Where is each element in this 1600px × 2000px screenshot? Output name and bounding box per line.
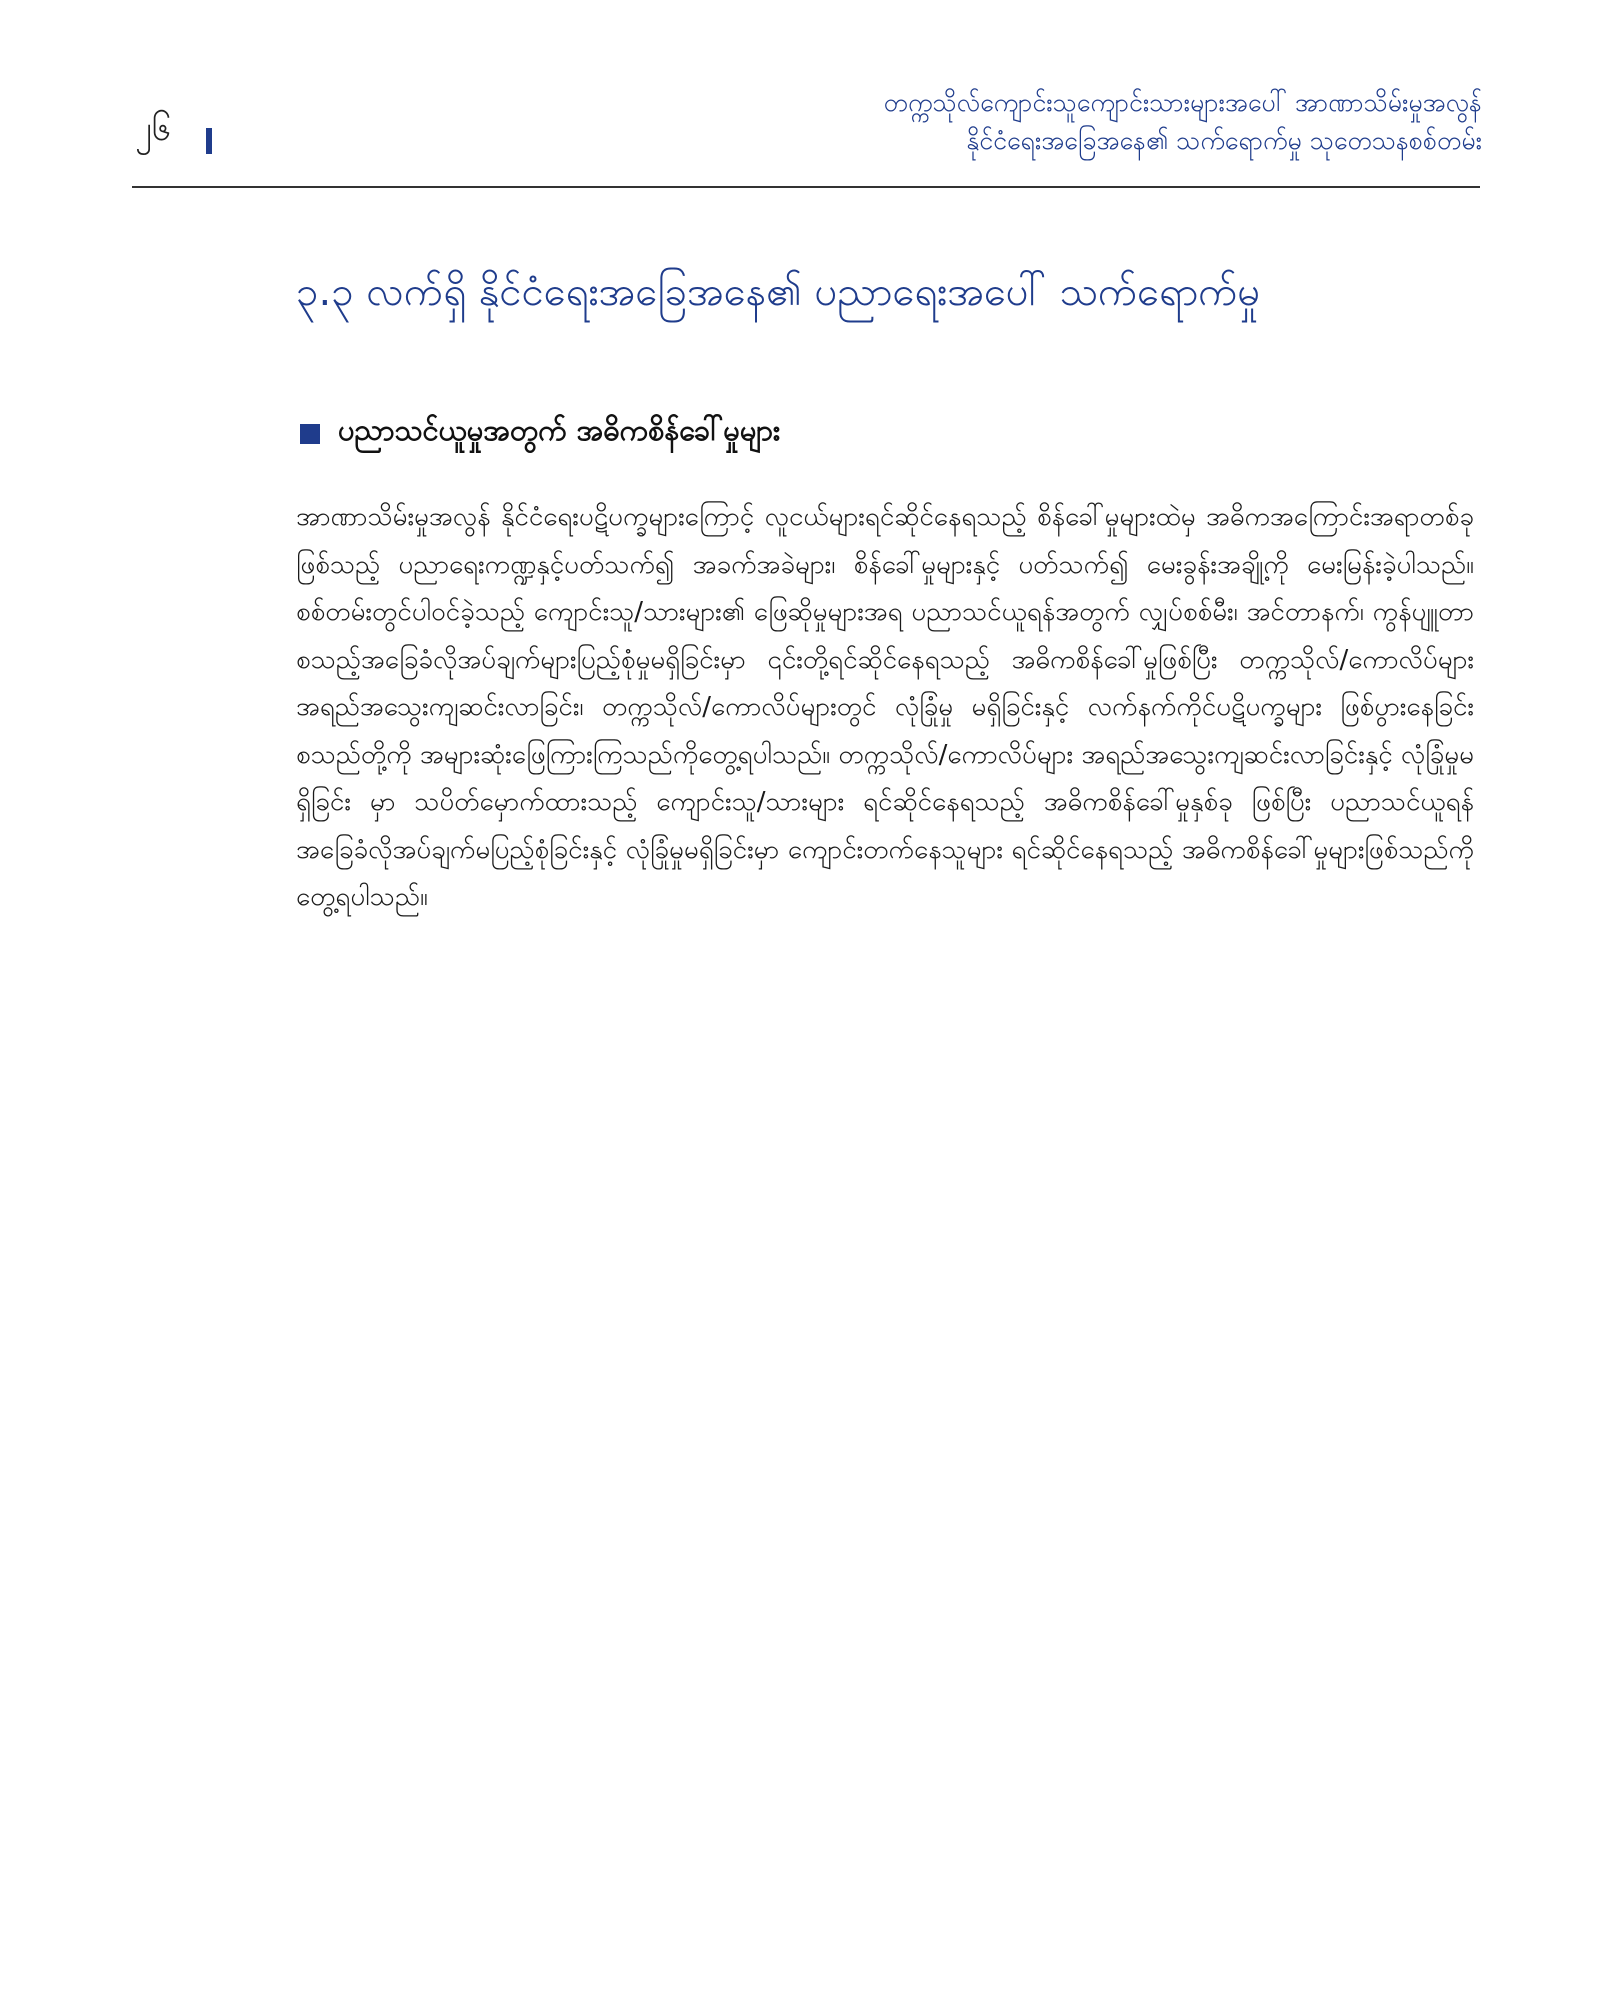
page-number: ၂၆ [135,109,171,149]
header-rule [132,186,1480,188]
square-bullet-icon [300,424,320,444]
subsection-heading [300,412,1450,455]
page-marker [206,128,212,154]
running-header [582,84,1482,160]
running-header-line-1: တက္ကသိုလ်ကျောင်းသူကျောင်းသားများအပေါ် အာဏာသိမ်းမှုအလွန် [883,88,1482,117]
section-title: ၃.၃ လက်ရှိ နိုင်ငံရေးအခြေအနေ၏ ပညာရေးအပေါ် သက်ရောက်မှု [296,269,1261,315]
running-header-line-2: နိုင်ငံရေးအခြေအနေ၏ သက်ရောက်မှု သုတေသနစစ်တမ်း [966,126,1482,155]
body-paragraph: အာဏာသိမ်းမှုအလွန် နိုင်ငံရေးပဋိပက္ခများကြောင့် လူငယ်များရင်ဆိုင်နေရသည့် စိန်ခေါ်မှုများထဲမှ အဓိကအကြောင်းအရာတစ်ခုဖြစ်သည့် ပညာရေးကဏ္ဍနှင့်ပတ်သက်၍ အခက်အခဲများ၊ စိန်ခေါ်မှုများနှင့် ပတ်သက်၍ မေးခွန်းအချို့ကို မေးမြန်းခဲ့ပါသည်။ စစ်တမ်းတွင်ပါဝင်ခဲ့သည့် ကျောင်းသူ/သားများ၏ ဖြေဆိုမှုများအရ ပညာသင်ယူရန်အတွက် လျှပ်စစ်မီး၊ အင်တာနက်၊ ကွန်ပျူတာ စသည့်အခြေခံလိုအပ်ချက်များပြည့်စုံမှုမရှိခြင်းမှာ ၎င်းတို့ရင်ဆိုင်နေရသည့် အဓိကစိန်ခေါ်မှုဖြစ်ပြီး တက္ကသိုလ်/ကောလိပ်များ အရည်အသွေးကျဆင်းလာခြင်း၊ တက္ကသိုလ်/ကောလိပ်များတွင် လုံခြုံမှု မရှိခြင်းနှင့် လက်နက်ကိုင်ပဋိပက္ခများ ဖြစ်ပွားနေခြင်း စသည်တို့ကို အများဆုံးဖြေကြားကြသည်ကိုတွေ့ရပါသည်။ တက္ကသိုလ်/ကောလိပ်များ အရည်အသွေးကျဆင်းလာခြင်းနှင့် လုံခြုံမှုမရှိခြင်း မှာ သပိတ်မှောက်ထားသည့် ကျောင်းသူ/သားများ ရင်ဆိုင်နေရသည့် အဓိကစိန်ခေါ်မှုနှစ်ခု ဖြစ်ပြီး ပညာသင်ယူရန် အခြေခံလိုအပ်ချက်မပြည့်စုံခြင်းနှင့် လုံခြုံမှုမရှိခြင်းမှာ ကျောင်းတက်နေသူများ ရင်ဆိုင်နေရသည့် အဓိကစိန်ခေါ်မှုများဖြစ်သည်ကိုတွေ့ရပါသည်။ [296,502,1474,912]
subsection-heading-text: ပညာသင်ယူမှုအတွက် အဓိကစိန်ခေါ်မှုများ [338,413,781,447]
